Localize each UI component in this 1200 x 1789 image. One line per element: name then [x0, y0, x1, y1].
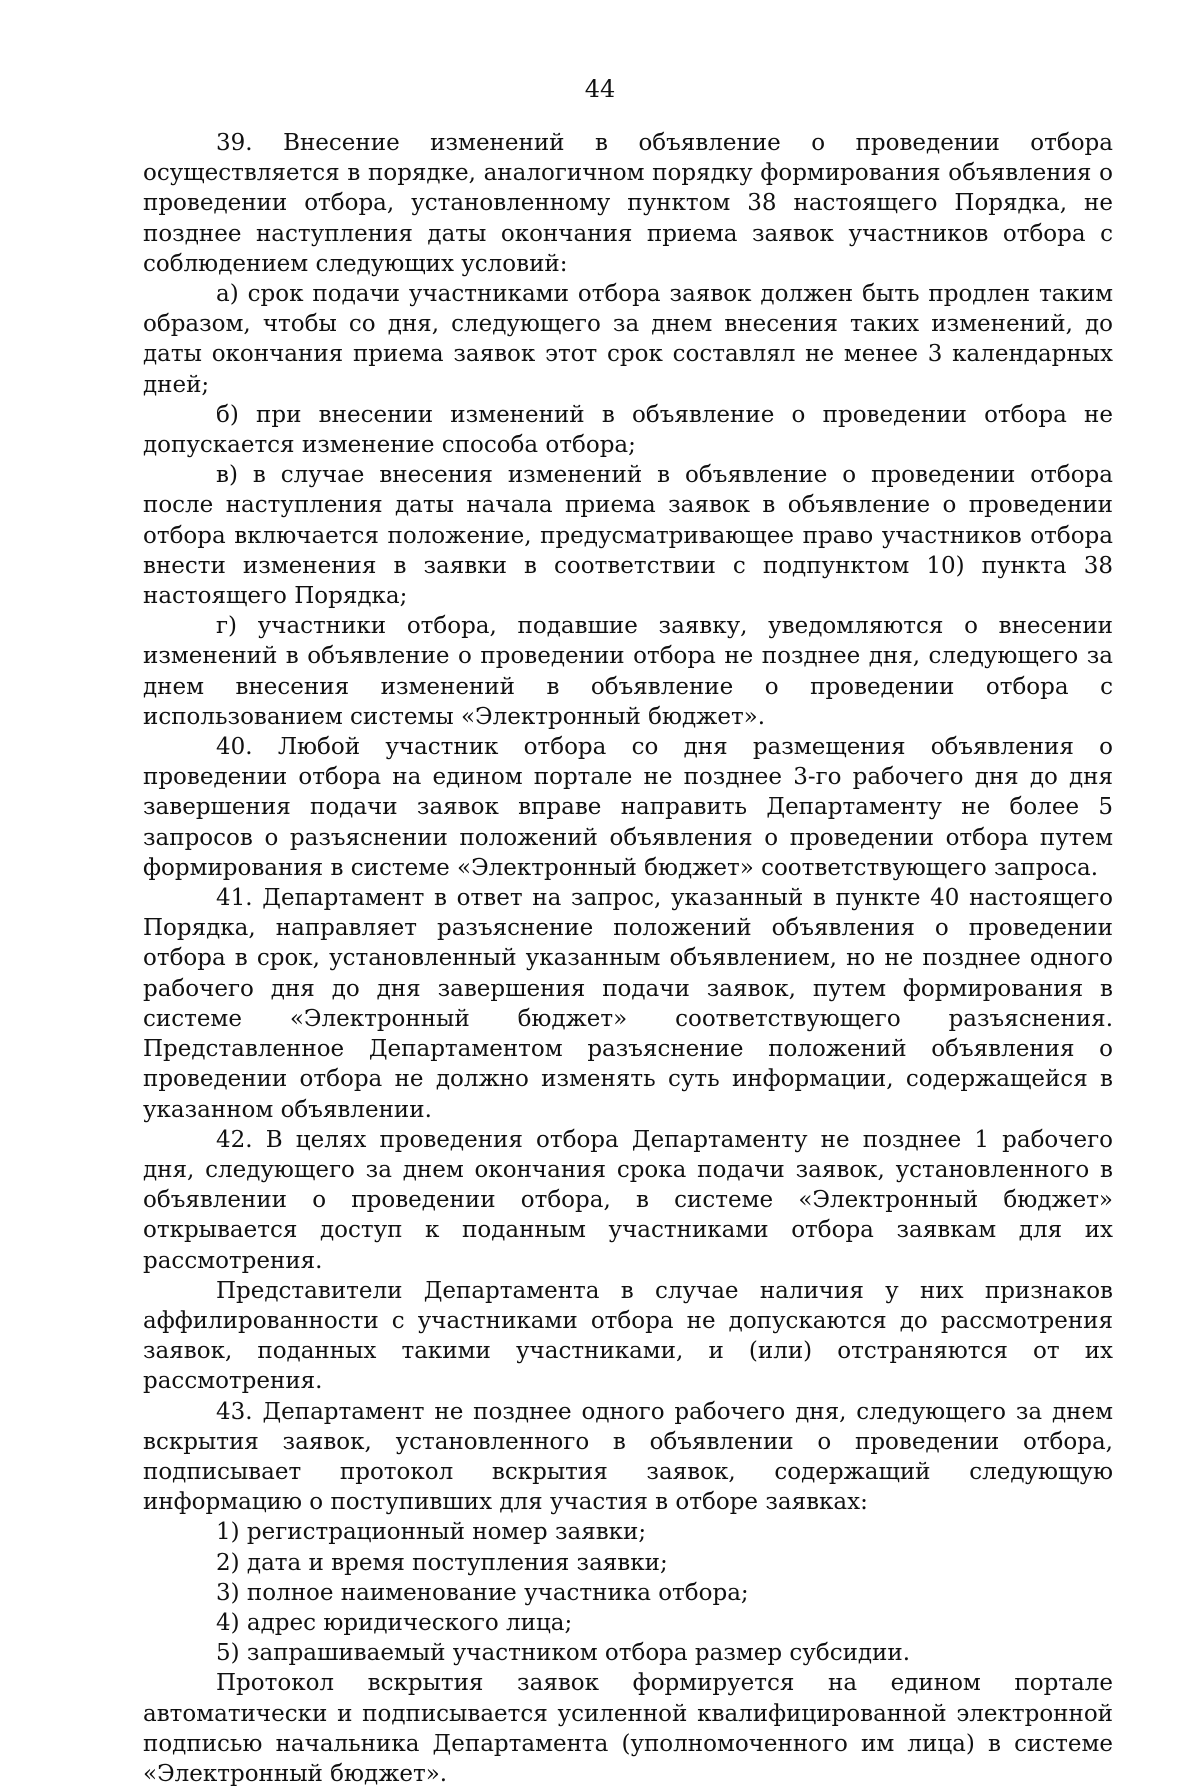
list-item-2: 2) дата и время поступления заявки;	[216, 1549, 668, 1576]
page-number: 44	[584, 75, 616, 103]
paragraph-41: 41. Департамент в ответ на запрос, указанный в пункте 40 настоящего Порядка, направляет разъяснение положений объявления о проведении отбора в срок, установленный указанным объявлением, но не позднее одного рабочего дня до дня завершения подачи заявок, путем формирования в системе «Электронный бюджет» соответствующего разъяснения. Представленное Департаментом разъяснение положений объявления о проведении отбора не должно изменять суть информации, содержащейся в указанном объявлении.	[143, 885, 1113, 1123]
paragraph-39b: б) при внесении изменений в объявление о проведении отбора не допускается изменение способа отбора;	[143, 401, 1113, 459]
paragraph-39a: а) срок подачи участниками отбора заявок должен быть продлен таким образом, чтобы со дня, следующего за днем внесения таких изменений, до даты окончания приема заявок этот срок составлял не менее 3 календарных дней;	[143, 281, 1113, 398]
list-item-1: 1) регистрационный номер заявки;	[216, 1519, 647, 1546]
paragraph-39g: г) участники отбора, подавшие заявку, уведомляются о внесении изменений в объявление о проведении отбора не позднее дня, следующего за днем внесения изменений в объявление о проведении отбора с использованием системы «Электронный бюджет».	[143, 613, 1113, 730]
paragraph-39v: в) в случае внесения изменений в объявление о проведении отбора после наступления даты начала приема заявок в объявление о проведении отбора включается положение, предусматривающее право участников отбора внести изменения в заявки в соответствии с подпунктом 10) пункта 38 настоящего Порядка;	[143, 462, 1113, 610]
paragraph-40: 40. Любой участник отбора со дня размещения объявления о проведении отбора на едином портале не позднее 3-го рабочего дня до дня завершения подачи заявок вправе направить Департаменту не более 5 запросов о разъяснении положений объявления о проведении отбора путем формирования в системе «Электронный бюджет» соответствующего запроса.	[143, 734, 1113, 881]
list-item-3: 3) полное наименование участника отбора;	[216, 1579, 749, 1606]
list-item-4: 4) адрес юридического лица;	[216, 1609, 573, 1636]
document-body	[143, 128, 1113, 1789]
paragraph-42: 42. В целях проведения отбора Департаменту не позднее 1 рабочего дня, следующего за днем окончания срока подачи заявок, установленного в объявлении о проведении отбора, в системе «Электронный бюджет» открывается доступ к поданным участниками отбора заявкам для их рассмотрения.	[143, 1126, 1113, 1274]
list-item-5: 5) запрашиваемый участником отбора размер субсидии.	[216, 1640, 911, 1667]
paragraph-43: 43. Департамент не позднее одного рабочего дня, следующего за днем вскрытия заявок, установленного в объявлении о проведении отбора, подписывает протокол вскрытия заявок, содержащий следующую информацию о поступивших для участия в отборе заявках:	[143, 1398, 1113, 1516]
paragraph-protocol: Протокол вскрытия заявок формируется на едином портале автоматически и подписывается усиленной квалифицированной электронной подписью начальника Департамента (уполномоченного им лица) в системе «Электронный бюджет».	[143, 1670, 1113, 1787]
paragraph-42-representatives: Представители Департамента в случае наличия у них признаков аффилированности с участниками отбора не допускаются до рассмотрения заявок, поданных такими участниками, и (или) отстраняются от их рассмотрения.	[143, 1277, 1113, 1395]
paragraph-39: 39. Внесение изменений в объявление о проведении отбора осуществляется в порядке, аналогичном порядку формирования объявления о проведении отбора, установленному пунктом 38 настоящего Порядка, не позднее наступления даты окончания приема заявок участников отбора с соблюдением следующих условий:	[143, 130, 1113, 277]
